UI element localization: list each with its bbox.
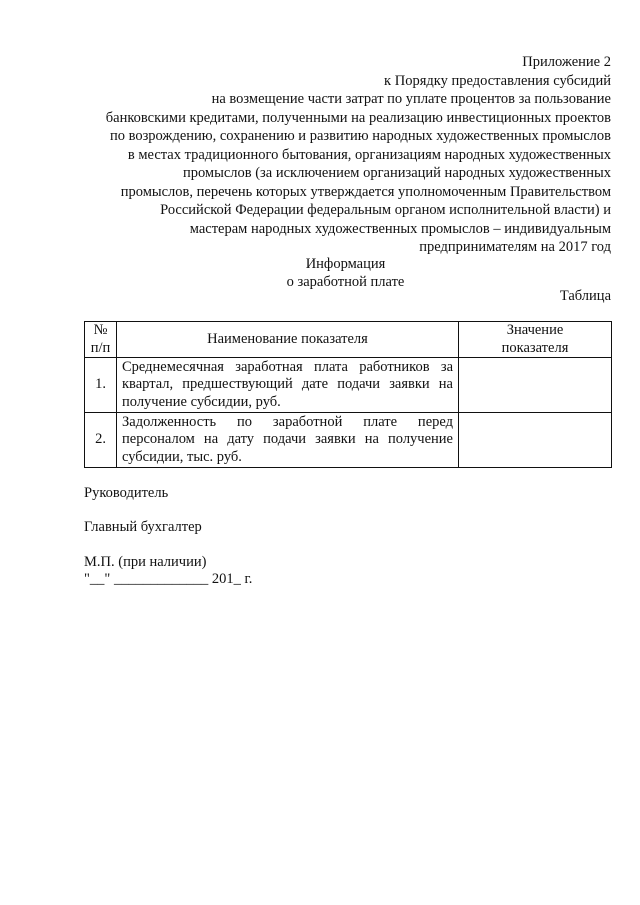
header-line: банковскими кредитами, полученными на реализацию инвестиционных проектов xyxy=(105,109,611,126)
header-line: промыслов (за исключением организаций народных художественных xyxy=(182,165,611,181)
row-number: 2. xyxy=(85,413,117,468)
column-header-value-line1: Значение xyxy=(506,322,564,338)
header-line: в местах традиционного бытования, организациям народных художественных xyxy=(127,146,611,163)
indicator-value-cell xyxy=(459,358,612,413)
column-header-value xyxy=(459,322,612,358)
table-row xyxy=(85,413,612,468)
column-header-value-line2: показателя xyxy=(501,339,569,356)
signature-chief-accountant: Главный бухгалтер xyxy=(84,519,202,535)
column-header-number-line2: п/п xyxy=(90,339,111,356)
indicator-name: Задолженность по заработной плате перед персоналом на дату подачи заявки на получение субсидии, тыс. руб. xyxy=(117,413,459,468)
header-line: предпринимателям на 2017 год xyxy=(419,239,611,255)
salary-info-table xyxy=(84,321,612,468)
table-label: Таблица xyxy=(559,288,611,304)
header-line: по возрождению, сохранению и развитию народных художественных промыслов xyxy=(109,128,611,144)
header-line: на возмещение части затрат по уплате процентов за пользование xyxy=(211,91,611,107)
appendix-header xyxy=(80,53,611,257)
signature-head: Руководитель xyxy=(84,485,169,501)
header-line: мастерам народных художественных промыслов – индивидуальным xyxy=(189,220,611,237)
table-header-row xyxy=(85,322,612,358)
table-row xyxy=(85,358,612,413)
header-line: Российской Федерации федеральным органом исполнительной власти) и xyxy=(160,202,611,218)
column-header-name: Наименование показателя xyxy=(117,322,459,358)
column-header-number-line1: № xyxy=(93,322,108,338)
date-line: "__" _____________ 201_ г. xyxy=(84,571,253,587)
row-number: 1. xyxy=(85,358,117,413)
document-subtitle: о заработной плате xyxy=(286,274,405,290)
header-line: промыслов, перечень которых утверждается уполномоченным Правительством xyxy=(120,183,611,200)
header-line: Приложение 2 xyxy=(522,54,611,70)
indicator-name: Среднемесячная заработная плата работников за квартал, предшествующий дате подачи заявки на получение субсидии, руб. xyxy=(117,358,459,413)
indicator-value-cell xyxy=(459,413,612,468)
header-line: к Порядку предоставления субсидий xyxy=(384,72,611,89)
document-title: Информация xyxy=(305,256,386,272)
stamp-placeholder: М.П. (при наличии) xyxy=(84,554,207,570)
column-header-number xyxy=(85,322,117,358)
